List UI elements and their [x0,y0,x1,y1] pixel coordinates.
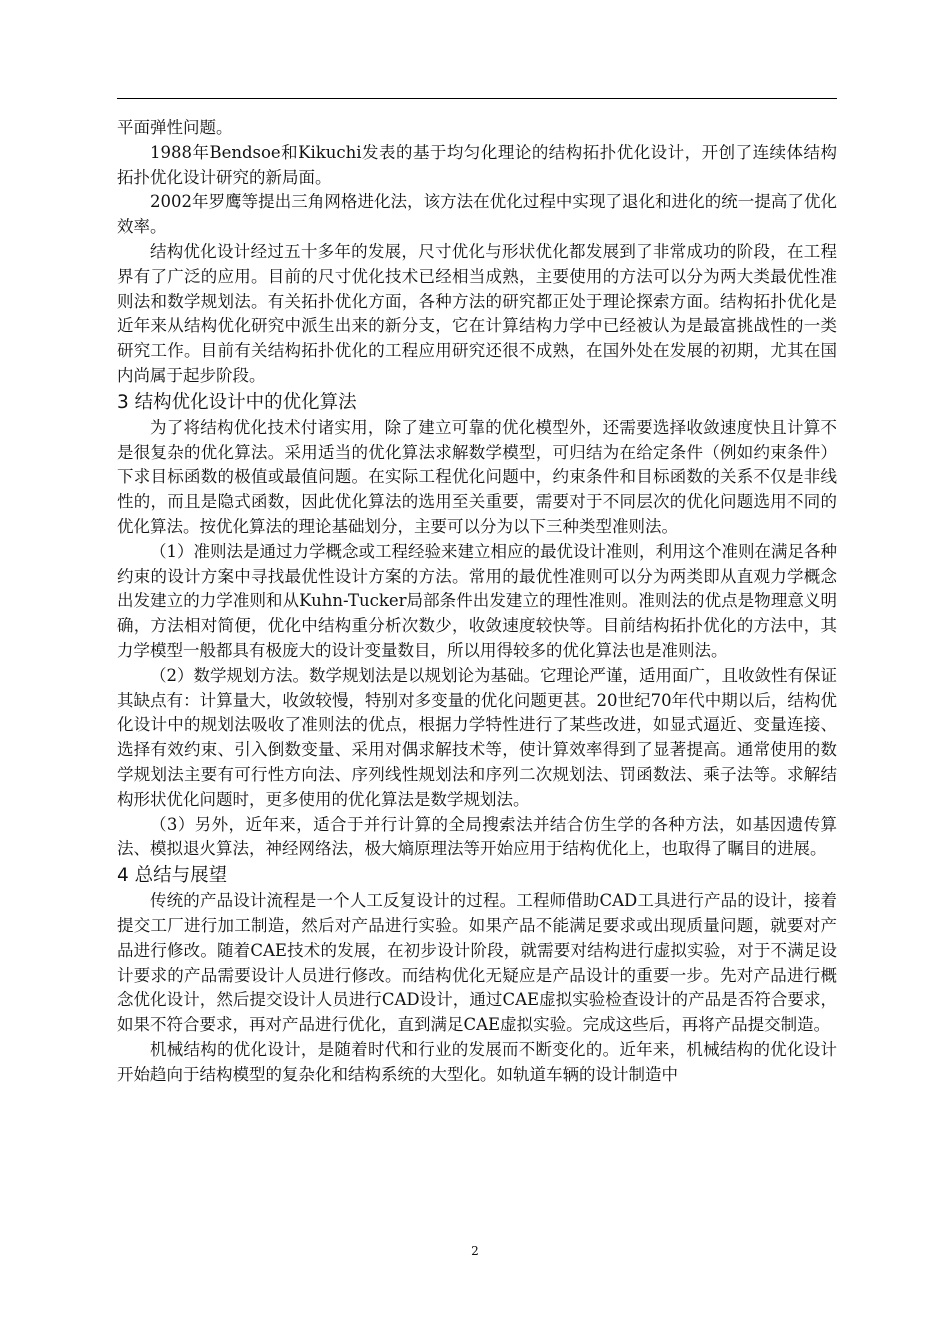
page-number: 2 [471,1244,479,1258]
paragraph-continuation: 平面弹性问题。 [117,118,233,137]
page-body [117,116,837,1087]
paragraph-criteria-method: （1）准则法是通过力学概念或工程经验来建立相应的最优设计准则，利用这个准则在满足各种约束的设计方案中寻找最优性设计方案的方法。常用的最优性准则可以分为两类即从直观力学概念出发建立的力学准则和从Kuhn-Tucker局部条件出发建立的理性准则。准则法的优点是物理意义明确，方法相对简便，优化中结构重分析次数少，收敛速度较快等。目前结构拓扑优化的方法中，其力学模型一般都具有极庞大的设计变量数目，所以用得较多的优化算法也是准则法。 [117,541,837,660]
paragraph-global-search: （3）另外，近年来，适合于并行计算的全局搜索法并结合仿生学的各种方法，如基因遗传算法、模拟退火算法，神经网络法，极大熵原理法等开始应用于结构优化上，也取得了瞩目的进展。 [117,814,837,859]
paragraph-bendsoe: 1988年Bendsoe和Kikuchi发表的基于均匀化理论的结构拓扑优化设计，开创了连续体结构拓扑优化设计研究的新局面。 [117,142,837,187]
paragraph-development: 结构优化设计经过五十多年的发展，尺寸优化与形状优化都发展到了非常成功的阶段，在工程界有了广泛的应用。目前的尺寸优化技术已经相当成熟，主要使用的方法可以分为两大类最优性准则法和数学规划法。有关拓扑优化方面，各种方法的研究都正处于理论探索方面。结构拓扑优化是近年来从结构优化研究中派生出来的新分支，它在计算结构力学中已经被认为是最富挑战性的一类研究工作。目前有关结构拓扑优化的工程应用研究还很不成熟，在国外处在发展的初期，尤其在国内尚属于起步阶段。 [117,241,837,385]
section-heading-3: 3 结构优化设计中的优化算法 [117,391,357,413]
header-rule [117,98,837,99]
paragraph-triangle-mesh: 2002年罗鹰等提出三角网格进化法，该方法在优化过程中实现了退化和进化的统一提高了优化效率。 [117,192,837,237]
paragraph-algorithms-intro: 为了将结构优化技术付诸实用，除了建立可靠的优化模型外，还需要选择收敛速度快且计算不是很复杂的优化算法。采用适当的优化算法求解数学模型，可归结为在给定条件（例如约束条件）下求目标函数的极值或最值问题。在实际工程优化问题中，约束条件和目标函数的关系不仅是非线性的，而且是隐式函数，因此优化算法的选用至关重要，需要对于不同层次的优化问题选用不同的优化算法。按优化算法的理论基础划分，主要可以分为以下三种类型准则法。 [117,417,837,536]
paragraph-math-programming: （2）数学规划方法。数学规划法是以规划论为基础。它理论严谨，适用面广，且收敛性有保证其缺点有：计算量大，收敛较慢，特别对多变量的优化问题更甚。20世纪70年代中期以后，结构优化设计中的规划法吸收了准则法的优点，根据力学特性进行了某些改进，如显式逼近、变量连接、选择有效约束、引入倒数变量、采用对偶求解技术等，使计算效率得到了显著提高。通常使用的数学规划法主要有可行性方向法、序列线性规划法和序列二次规划法、罚函数法、乘子法等。求解结构形状优化问题时，更多使用的优化算法是数学规划法。 [117,665,837,809]
paragraph-mechanical-structure: 机械结构的优化设计，是随着时代和行业的发展而不断变化的。近年来，机械结构的优化设计开始趋向于结构模型的复杂化和结构系统的大型化。如轨道车辆的设计制造中 [117,1039,837,1084]
paragraph-design-process: 传统的产品设计流程是一个人工反复设计的过程。工程师借助CAD工具进行产品的设计，接着提交工厂进行加工制造，然后对产品进行实验。如果产品不能满足要求或出现质量问题，就要对产品进行修改。随着CAE技术的发展，在初步设计阶段，就需要对结构进行虚拟实验，对于不满足设计要求的产品需要设计人员进行修改。而结构优化无疑应是产品设计的重要一步。先对产品进行概念优化设计，然后提交设计人员进行CAD设计，通过CAE虚拟实验检查设计的产品是否符合要求，如果不符合要求，再对产品进行优化，直到满足CAE虚拟实验。完成这些后，再将产品提交制造。 [117,891,837,1035]
section-heading-4: 4 总结与展望 [117,865,228,887]
